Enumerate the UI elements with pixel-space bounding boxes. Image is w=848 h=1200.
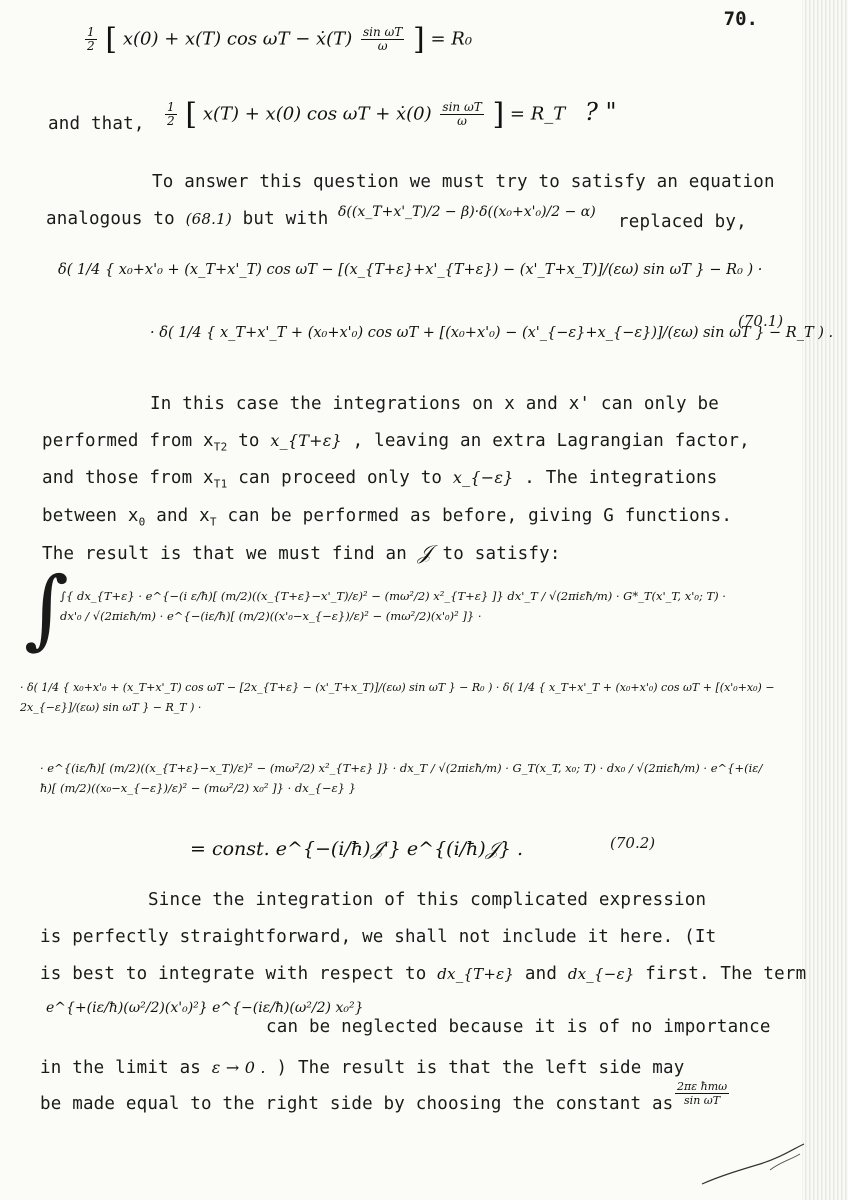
pencil-scribble [700, 1140, 810, 1190]
para2-those-from: and those from x [42, 468, 214, 488]
subscript-t: T [209, 515, 217, 529]
half-fraction: $\frac{1}{2}$ [167, 100, 175, 128]
para2-proceed: can proceed only to [238, 468, 443, 488]
half-fraction: $\frac{1}{2}$ [87, 25, 95, 53]
x-t-plus-eps: x_{T+ε} [270, 431, 342, 450]
para2-and-x: and x [156, 506, 210, 526]
para1-line2 [46, 208, 329, 230]
para3-line1: Since the integration of this complicated expression [148, 890, 707, 910]
para3-best-to: is best to integrate with respect to [40, 964, 427, 984]
question-mark: ? " [585, 97, 617, 126]
ref-68-1: (68.1) [185, 210, 232, 228]
bracket-open: [ [185, 97, 198, 132]
equation-rt [162, 97, 617, 132]
equation-rhs: = R_T [509, 103, 566, 125]
para3-line5 [40, 1057, 684, 1079]
equation-70-1-line1: δ( 1/4 { x₀+x'₀ + (x_T+x'_T) cos ωT − [(x_{T+ε}+x'_{T+ε}) − (x'_T+x_T)]/(εω) sin ωT } − R₀ ) · [58, 262, 763, 278]
para3-line3 [40, 963, 806, 985]
para2-leaving: , leaving an extra Lagrangian factor, [352, 431, 750, 451]
para3-line4: can be neglected because it is of no importance [266, 1017, 771, 1037]
subscript-0: 0 [138, 515, 146, 529]
equation-70-2-line1: ∫{ dx_{T+ε} · e^{−(i ε/ħ)[ (m/2)((x_{T+ε}−x'_T)/ε)² − (mω²/2) x²_{T+ε} ]} dx'_T / √(2πiεħ/m) · G*_T(x'_T, x'₀; T) · dx'₀ / √(2πiεħ/m) · e^{−(iε/ħ)[ (m/2)((x'₀−x_{−ε})/ε)² − (mω²/2)(x'₀)² ]} · [60, 589, 726, 623]
para1-but-with: but with [242, 209, 329, 229]
equation-70-2-line3: · e^{(iε/ħ)[ (m/2)((x_{T+ε}−x_T)/ε)² − (mω²/2) x²_{T+ε} ]} · dx_T / √(2πiεħ/m) · G_T(x_T, x₀; T) · dx₀ / √(2πiεħ/m) · e^{+(iε/ħ)[ (m/2)((x₀−x_{−ε})/ε)² − (mω²/2) x₀² ]} · dx_{−ε} } [40, 761, 763, 795]
para1-line1: To answer this question we must try to satisfy an equation [152, 172, 775, 192]
delta-expression: δ((x_T+x'_T)/2 − β)·δ((x₀+x'₀)/2 − α) [338, 204, 596, 220]
subscript-t1: T1 [213, 477, 228, 491]
para2-line3 [42, 467, 718, 496]
para2-g-functions: can be performed as before, giving G functions. [227, 506, 733, 526]
equation-label-70-2: (70.2) [610, 834, 656, 852]
symbol-j: 𝒥 [417, 540, 432, 564]
equation-body: x(T) + x(0) cos ωT + ẋ(0) [202, 103, 432, 125]
para1-replaced-by: replaced by, [618, 212, 747, 232]
constant-fraction [672, 1080, 732, 1107]
para2-between: between x [42, 506, 139, 526]
para3-first: first. The term [645, 964, 807, 984]
para2-result: The result is that we must find an [42, 544, 408, 564]
equation-body: x(0) + x(T) cos ωT − ẋ(T) [122, 28, 353, 50]
para3-and: and [524, 964, 558, 984]
para3-line6: be made equal to the right side by choosing the constant as [40, 1094, 674, 1114]
equation-rhs: = R₀ [430, 28, 473, 50]
subscript-t2: T2 [213, 440, 228, 454]
x-minus-eps: x_{−ε} [452, 468, 514, 487]
equation-r0 [82, 22, 472, 57]
sin-fraction: $\frac{\text{sin ωT}}{\omega}$ [362, 25, 403, 53]
para2-to-satisfy: to satisfy: [442, 544, 561, 564]
para1-analogous: analogous to [46, 209, 175, 229]
sin-fraction: $\frac{\text{sin ωT}}{\omega}$ [442, 100, 482, 128]
term-expression: e^{+(iε/ħ)(ω²/2)(x'₀)²} e^{−(iε/ħ)(ω²/2) x₀²} [46, 1000, 364, 1016]
para2-integrations: . The integrations [524, 468, 718, 488]
para2-performed-from: performed from x [42, 431, 214, 451]
equation-label-70-1: (70.1) [738, 312, 784, 330]
limit-expression: ε → 0 . [211, 1058, 266, 1077]
para2-line4 [42, 505, 732, 534]
scan-edge-shadow [802, 0, 848, 1200]
bracket-open: [ [105, 22, 118, 57]
para2-line1: In this case the integrations on x and x' can only be [150, 394, 720, 414]
para3-limit: in the limit as [40, 1058, 202, 1078]
dx-t-plus-eps: dx_{T+ε} [437, 965, 515, 983]
constant-numerator: 2πε ħmω [677, 1080, 728, 1093]
dx-minus-eps: dx_{−ε} [567, 965, 635, 983]
para2-to: to [238, 431, 260, 451]
para2-line2 [42, 430, 750, 459]
equation-70-1-line2: · δ( 1/4 { x_T+x'_T + (x₀+x'₀) cos ωT + [(x₀+x'₀) − (x'_{−ε}+x_{−ε})]/(εω) sin ωT } − R_T ) . [150, 325, 834, 341]
equation-70-2-line2: · δ( 1/4 { x₀+x'₀ + (x_T+x'_T) cos ωT − [2x_{T+ε} − (x'_T+x_T)]/(εω) sin ωT } − R₀ ) · δ( 1/4 { x_T+x'_T + (x₀+x'₀) cos ωT + [(x'₀+x₀) − 2x_{−ε}]/(εω) sin ωT } − R_T ) · [20, 681, 775, 714]
bracket-close: ] [492, 97, 505, 132]
and-that-text: and that, [48, 114, 145, 134]
bracket-close: ] [413, 22, 425, 57]
page-number: 70. [723, 8, 758, 30]
constant-denominator: sin ωT [684, 1094, 721, 1107]
para2-line5 [42, 541, 561, 565]
para3-result: ) The result is that the left side may [276, 1058, 685, 1078]
para3-line2: is perfectly straightforward, we shall not include it here. (It [40, 927, 717, 947]
integral-sign: ∫ [24, 559, 69, 659]
equation-70-2-line4: = const. e^{−(i/ħ)𝒥'} e^{(i/ħ)𝒥} . [190, 838, 523, 860]
